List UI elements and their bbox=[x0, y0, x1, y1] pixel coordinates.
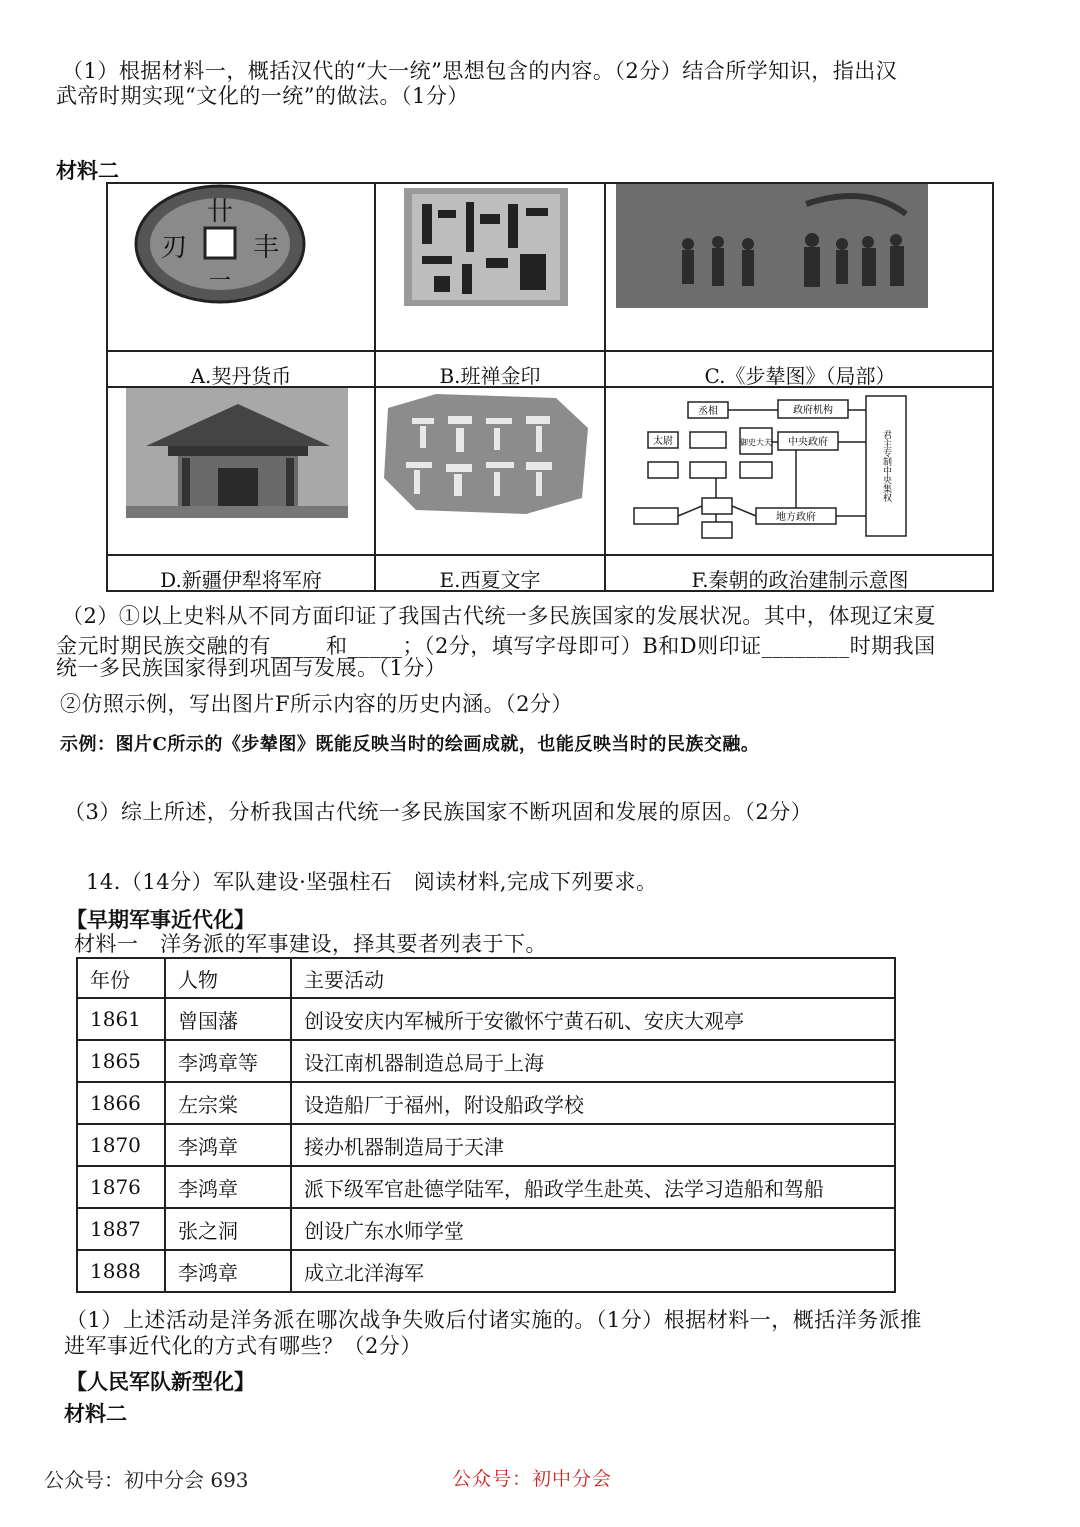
caption-c: C.《步辇图》（局部） bbox=[704, 364, 896, 388]
section-people-army: 【人民军队新型化】 bbox=[66, 1369, 255, 1394]
cell-person: 李鸿章 bbox=[165, 1250, 291, 1292]
diagram-label-bottom: 地方政府 bbox=[776, 512, 816, 523]
table-row bbox=[77, 1082, 895, 1124]
footer-watermark-right: 公众号：初中分会 bbox=[452, 1468, 613, 1490]
table-row bbox=[77, 1250, 895, 1292]
building-image bbox=[108, 388, 374, 554]
cell-person: 张之洞 bbox=[165, 1208, 291, 1250]
cell-year: 1861 bbox=[77, 998, 165, 1040]
diagram-label-mid-b: 御史大夫 bbox=[740, 438, 772, 447]
material-1-intro: 材料一 洋务派的军事建设，择其要者列表于下。 bbox=[74, 932, 547, 956]
header-activity: 主要活动 bbox=[291, 958, 895, 998]
svg-text:卄: 卄 bbox=[206, 197, 234, 227]
cell-activity: 成立北洋海军 bbox=[291, 1250, 895, 1292]
cell-person: 曾国藩 bbox=[165, 998, 291, 1040]
cell-person: 李鸿章 bbox=[165, 1166, 291, 1208]
coin-image bbox=[108, 184, 374, 350]
cell-person: 左宗棠 bbox=[165, 1082, 291, 1124]
diagram-label-top-right: 政府机构 bbox=[793, 405, 833, 416]
diagram-label-side: 君主专制中央集权 bbox=[881, 430, 891, 502]
table-row bbox=[77, 1124, 895, 1166]
question-2-line-3: 统一多民族国家得到巩固与发展。（1分） bbox=[56, 656, 447, 680]
cell-year: 1887 bbox=[77, 1208, 165, 1250]
cell-year: 1870 bbox=[77, 1124, 165, 1166]
svg-text:丰: 丰 bbox=[252, 233, 280, 263]
caption-a: A.契丹货币 bbox=[190, 364, 292, 388]
table-header-row bbox=[77, 958, 895, 998]
cell-activity: 创设广东水师学堂 bbox=[291, 1208, 895, 1250]
question-1-line-1: （1）根据材料一，概括汉代的“大一统”思想包含的内容。（2分）结合所学知识，指出汉 bbox=[62, 59, 898, 83]
header-person: 人物 bbox=[165, 958, 291, 998]
diagram-label-top-left: 丞相 bbox=[698, 406, 718, 417]
seal-image bbox=[376, 184, 604, 350]
question-2-line-2: 金元时期民族交融的有_____和_____；（2分，填写字母即可）B和D则印证________时期我国 bbox=[56, 634, 936, 658]
caption-e: E.西夏文字 bbox=[439, 568, 541, 592]
question-3: （3）综上所述，分析我国古代统一多民族国家不断巩固和发展的原因。（2分） bbox=[64, 800, 813, 824]
question-2-line-1: （2）①以上史料从不同方面印证了我国古代统一多民族国家的发展状况。其中，体现辽宋夏 bbox=[62, 604, 936, 628]
question-1-line-2: 武帝时期实现“文化的一统”的做法。（1分） bbox=[56, 84, 469, 108]
diagram-label-mid-a: 太尉 bbox=[653, 436, 673, 447]
caption-d: D.新疆伊犁将军府 bbox=[160, 568, 322, 592]
cell-activity: 设造船厂于福州，附设船政学校 bbox=[291, 1082, 895, 1124]
material-2b-label: 材料二 bbox=[64, 1401, 127, 1426]
image-grid bbox=[106, 182, 994, 592]
caption-f: F.秦朝的政治建制示意图 bbox=[691, 568, 909, 592]
painting-image bbox=[606, 184, 994, 350]
cell-year: 1866 bbox=[77, 1082, 165, 1124]
cell-year: 1888 bbox=[77, 1250, 165, 1292]
question-14-title: 14.（14分）军队建设·坚强柱石 阅读材料,完成下列要求。 bbox=[86, 870, 658, 894]
header-year: 年份 bbox=[77, 958, 165, 998]
diagram-image bbox=[606, 388, 994, 554]
table-row bbox=[77, 998, 895, 1040]
section-early-military: 【早期军事近代化】 bbox=[66, 907, 255, 932]
question-2-part-2: ②仿照示例，写出图片F所示内容的历史内涵。（2分） bbox=[60, 692, 573, 716]
svg-text:刃: 刃 bbox=[160, 233, 188, 263]
military-table bbox=[76, 957, 896, 1293]
svg-text:一: 一 bbox=[208, 269, 232, 294]
cell-person: 李鸿章 bbox=[165, 1124, 291, 1166]
table-row bbox=[77, 1166, 895, 1208]
diagram-label-mid-c: 中央政府 bbox=[788, 437, 828, 448]
footer-watermark-left: 公众号：初中分会 693 bbox=[44, 1468, 249, 1492]
cell-year: 1876 bbox=[77, 1166, 165, 1208]
material-2-label: 材料二 bbox=[56, 158, 119, 183]
script-image bbox=[376, 388, 604, 554]
question-14-1-line-1: （1）上述活动是洋务派在哪次战争失败后付诸实施的。（1分）根据材料一，概括洋务派推 bbox=[66, 1308, 922, 1332]
cell-activity: 创设安庆内军械所于安徽怀宁黄石矶、安庆大观亭 bbox=[291, 998, 895, 1040]
cell-year: 1865 bbox=[77, 1040, 165, 1082]
caption-b: B.班禅金印 bbox=[439, 364, 541, 388]
cell-activity: 派下级军官赴德学陆军，船政学生赴英、法学习造船和驾船 bbox=[291, 1166, 895, 1208]
question-14-1-line-2: 进军事近代化的方式有哪些？（2分） bbox=[64, 1334, 422, 1358]
cell-person: 李鸿章等 bbox=[165, 1040, 291, 1082]
cell-activity: 接办机器制造局于天津 bbox=[291, 1124, 895, 1166]
table-row bbox=[77, 1208, 895, 1250]
cell-activity: 设江南机器制造总局于上海 bbox=[291, 1040, 895, 1082]
example-text: 示例：图片C所示的《步辇图》既能反映当时的绘画成就，也能反映当时的民族交融。 bbox=[60, 734, 760, 755]
table-row bbox=[77, 1040, 895, 1082]
